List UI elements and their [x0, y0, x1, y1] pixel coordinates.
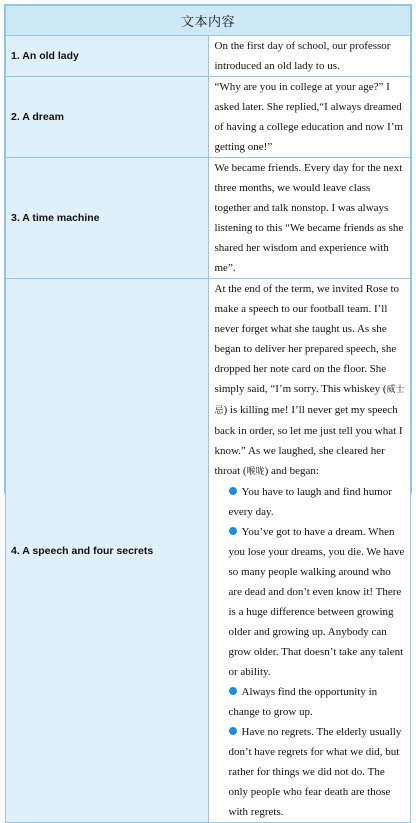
secret-item-4: Have no regrets. The elderly usually don’t have regrets for what we did, but rather for things we did not do. The only people who fear death are those with regrets. — [228, 726, 402, 818]
row-label-dream: 2. A dream — [6, 77, 209, 158]
bullet-icon — [229, 527, 237, 535]
table-row — [6, 77, 411, 158]
bullet-icon — [229, 687, 237, 695]
text-content-table-container — [4, 4, 412, 818]
row-label-old-lady: 1. An old lady — [6, 36, 209, 77]
table-title: 文本内容 — [6, 6, 411, 36]
table-row — [6, 158, 411, 279]
row-text-time-machine: We became friends. Every day for the next three months, we would leave class together and talk nonstop. I was always listening to this “We became friends as she shared her wisdom and experience with me”. — [208, 158, 411, 279]
row-text-speech-secrets — [208, 279, 411, 823]
row-label-time-machine: 3. A time machine — [6, 158, 209, 279]
secret-item-3: Always find the opportunity in change to grow up. — [228, 686, 378, 718]
chinese-gloss-whiskey: 威士忌 — [214, 385, 405, 416]
bullet-icon — [229, 727, 237, 735]
bullet-icon — [229, 487, 237, 495]
table-row — [6, 279, 411, 823]
secret-item-2: You’ve got to have a dream. When you lose your dreams, you die. We have so many people walking around who are dead and don’t even know it! There is a huge difference between growing older and growing up. Anybody can grow older. That doesn’t take any talent or ability. — [228, 526, 405, 678]
row-text-dream: “Why are you in college at your age?” I asked later. She replied,“I always dreamed of having a college education and now I’m getting one!” — [208, 77, 411, 158]
table-title-row — [6, 6, 411, 36]
chinese-gloss-throat: 喉咙 — [246, 467, 265, 477]
speech-intro-paragraph: At the end of the term, we invited Rose to make a speech to our football team. I’ll never forget what she taught us. As she began to deliver her prepared speech, she dropped her note card on the floor. She simply said, “I’m sorry. This whiskey (威士忌) is killing me! I’ll never get my speech back in order, so let me just tell you what I know.” As we laughed, she cleared her throat (喉咙) and began: — [214, 283, 405, 477]
row-label-speech-secrets: 4. A speech and four secrets — [6, 279, 209, 823]
text-content-table — [5, 5, 411, 823]
table-row — [6, 36, 411, 77]
secret-item-1: You have to laugh and find humor every day. — [228, 486, 392, 518]
row-text-old-lady: On the first day of school, our professor introduced an old lady to us. — [208, 36, 411, 77]
